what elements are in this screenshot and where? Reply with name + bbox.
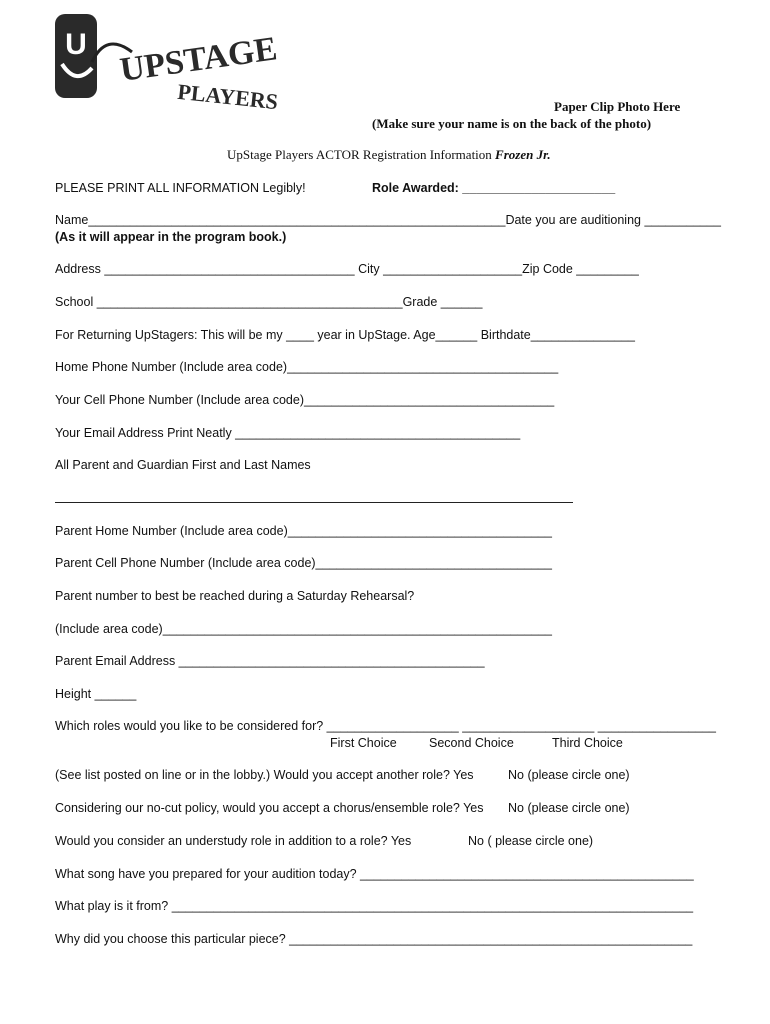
photo-note-subtitle: (Make sure your name is on the back of the photo) [372, 116, 652, 131]
play-field[interactable]: What play is it from? ___________________________________________________________________________ [55, 899, 694, 913]
role-awarded-field[interactable]: Role Awarded: ______________________ [372, 181, 616, 195]
cell-phone-field[interactable]: Your Cell Phone Number (Include area code)____________________________________ [55, 393, 555, 407]
another-role-no[interactable]: No (please circle one) [508, 768, 630, 782]
home-phone-field[interactable]: Home Phone Number (Include area code)_______________________________________ [55, 360, 559, 374]
form-heading-text: UpStage Players ACTOR Registration Information [227, 147, 492, 162]
returning-field[interactable]: For Returning UpStagers: This will be my ____ year in UpStage. Age______ Birthdate_______________ [55, 328, 636, 342]
third-choice-label: Third Choice [552, 736, 623, 750]
print-notice: PLEASE PRINT ALL INFORMATION Legibly! [55, 181, 306, 195]
parent-email-field[interactable]: Parent Email Address ____________________________________________ [55, 654, 485, 668]
logo-word-bottom: PLAYERS [176, 78, 280, 112]
email-field[interactable]: Your Email Address Print Neatly _________________________________________ [55, 426, 521, 440]
guardians-label: All Parent and Guardian First and Last Names [55, 458, 311, 472]
another-role-question[interactable]: (See list posted on line or in the lobby.) Would you accept another role? Yes [55, 768, 474, 782]
form-heading [227, 147, 551, 163]
logo-letter: U [65, 28, 87, 61]
parent-cell-phone-field[interactable]: Parent Cell Phone Number (Include area code)__________________________________ [55, 556, 552, 570]
show-title: Frozen Jr. [495, 147, 551, 162]
photo-note-title: Paper Clip Photo Here [554, 99, 681, 114]
first-choice-label: First Choice [330, 736, 397, 750]
song-field[interactable]: What song have you prepared for your audition today? ________________________________________________ [55, 867, 694, 881]
school-field[interactable]: School ____________________________________________Grade ______ [55, 295, 483, 309]
second-choice-label: Second Choice [429, 736, 514, 750]
no-cut-question[interactable]: Considering our no-cut policy, would you accept a chorus/ensemble role? Yes [55, 801, 484, 815]
address-field[interactable]: Address ____________________________________ City ____________________Zip Code _________ [55, 262, 639, 276]
parent-home-phone-field[interactable]: Parent Home Number (Include area code)______________________________________ [55, 524, 552, 538]
why-field[interactable]: Why did you choose this particular piece? __________________________________________________________ [55, 932, 693, 946]
name-field[interactable]: Name____________________________________________________________Date you are auditioning ___________ [55, 213, 721, 227]
understudy-no[interactable]: No ( please circle one) [468, 834, 594, 848]
name-note: (As it will appear in the program book.) [55, 230, 287, 244]
logo-word-top: UPSTAGE [117, 30, 280, 89]
saturday-area-code-field[interactable]: (Include area code)________________________________________________________ [55, 622, 553, 636]
roles-choice-field[interactable]: Which roles would you like to be considered for? ___________________ ___________________ _________________ [55, 719, 716, 733]
height-field[interactable]: Height ______ [55, 687, 137, 701]
saturday-contact-label: Parent number to best be reached during a Saturday Rehearsal? [55, 589, 415, 603]
understudy-question[interactable]: Would you consider an understudy role in addition to a role? Yes [55, 834, 412, 848]
no-cut-no[interactable]: No (please circle one) [508, 801, 630, 815]
upstage-players-logo [52, 12, 300, 112]
guardians-blank-line[interactable] [55, 502, 573, 503]
